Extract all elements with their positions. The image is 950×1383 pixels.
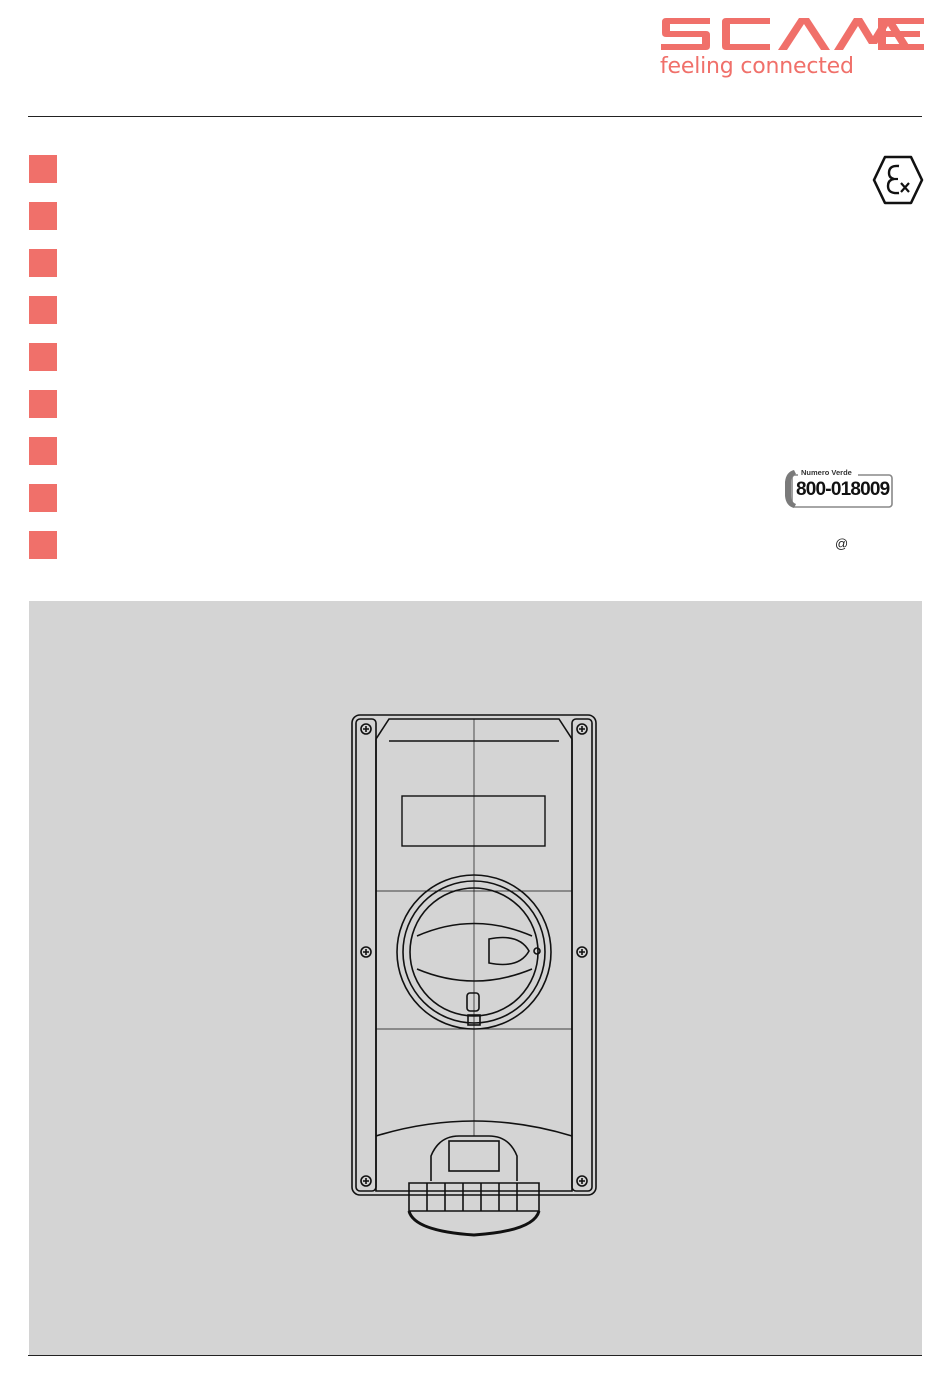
- language-marker: [29, 484, 57, 512]
- hotline-badge: [782, 466, 896, 512]
- interlocked-socket-outlet-icon: [349, 711, 609, 1241]
- atex-hexagon-icon: [872, 155, 924, 205]
- language-marker: [29, 437, 57, 465]
- hotline-label: Numero Verde: [801, 468, 852, 477]
- email-symbol: @: [835, 536, 849, 551]
- product-figure-panel: [29, 601, 922, 1355]
- brand-logo: [658, 14, 924, 84]
- footer-divider: [28, 1355, 922, 1356]
- language-marker: [29, 155, 57, 183]
- header-divider: [28, 116, 922, 117]
- language-marker: [29, 202, 57, 230]
- language-markers: [29, 155, 57, 578]
- language-marker: [29, 531, 57, 559]
- language-marker: [29, 343, 57, 371]
- brand-wordmark: [658, 14, 924, 54]
- language-marker: [29, 390, 57, 418]
- language-marker: [29, 296, 57, 324]
- hotline-number: 800-018009: [796, 479, 890, 500]
- brand-tagline: feeling connected: [660, 54, 854, 79]
- language-marker: [29, 249, 57, 277]
